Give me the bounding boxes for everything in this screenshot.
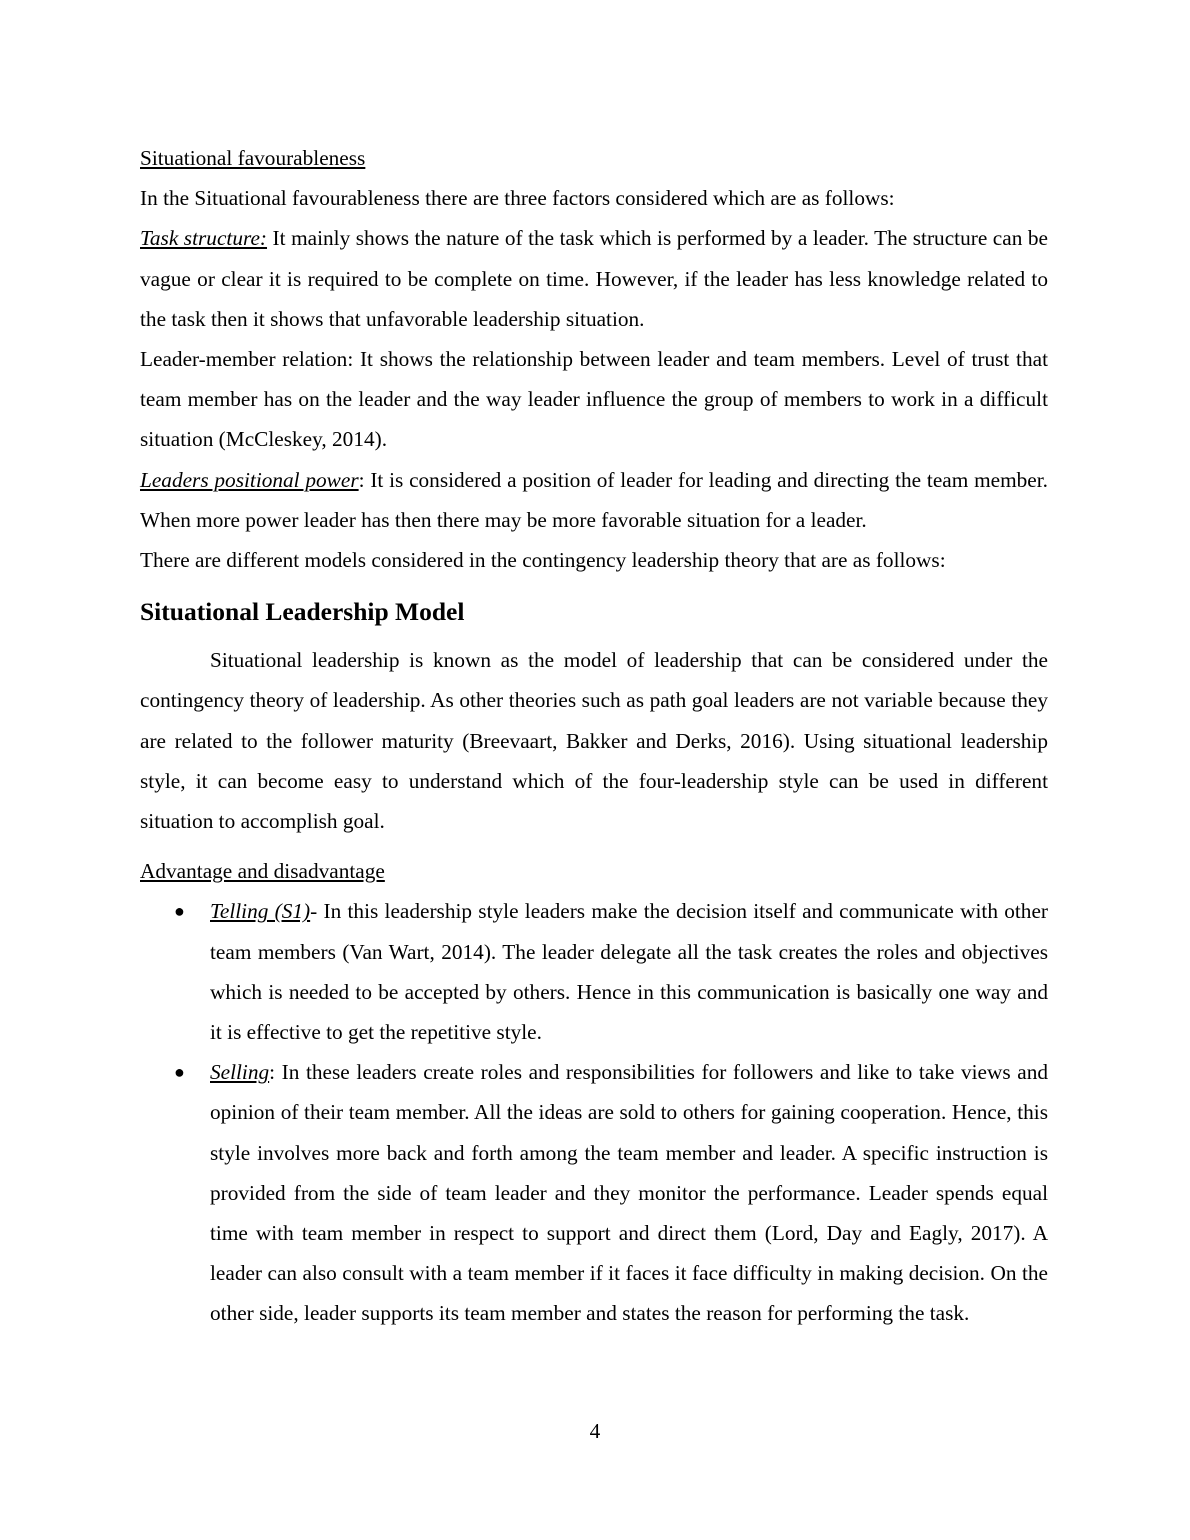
list-item (140, 1052, 1048, 1333)
positional-power-text: : It is considered a position of leader for leading and directing the team member. When more power leader has then there may be more favorable situation for a leader. (140, 467, 1048, 532)
list-item (140, 891, 1048, 1052)
task-structure-label: Task structure: (140, 226, 268, 251)
bullet-icon: ● (174, 1062, 185, 1083)
page-number: 4 (589, 1419, 601, 1443)
bullet-text: - In this leadership style leaders make the decision itself and communicate with other team members (Van Wart, 2014). The leader delegate all the task creates the roles and objectives which is needed to be accepted by others. Hence in this communication is basically one way and it is effective to get the repetitive style. (210, 899, 1048, 1045)
bullet-label: Selling (210, 1060, 270, 1085)
intro-paragraph: In the Situational favourableness there are three factors considered which are as follows: (140, 186, 895, 211)
advantage-subheading: Advantage and disadvantage (140, 859, 385, 884)
positional-power-label: Leaders positional power (140, 467, 359, 492)
task-structure-text: It mainly shows the nature of the task which is performed by a leader. The structure can be vague or clear it is required to be complete on time. However, if the leader has less knowledge related to the task then it shows that unfavorable leadership situation. (140, 226, 1048, 331)
bullet-icon: ● (174, 901, 185, 922)
leader-member-relation-paragraph: Leader-member relation: It shows the relationship between leader and team members. Level of trust that team member has on the leader and the way leader influence the group of members to work in a difficult situation (McCleskey, 2014). (140, 347, 1048, 452)
task-structure-paragraph (140, 218, 1048, 339)
situational-leadership-heading: Situational Leadership Model (140, 597, 465, 627)
bullet-list (140, 891, 1048, 1333)
positional-power-paragraph (140, 460, 1048, 540)
section-title-situational-favourableness: Situational favourableness (140, 146, 366, 170)
bullet-label: Telling (S1) (210, 899, 311, 924)
situational-leadership-body: Situational leadership is known as the model of leadership that can be considered under the contingency theory of leadership. As other theories such as path goal leaders are not variable because they are related to the follower maturity (Breevaart, Bakker and Derks, 2016). Using situational leadership style, it can become easy to understand which of the four-leadership style can be used in different situation to accomplish goal. (140, 648, 1048, 834)
models-paragraph: There are different models considered in the contingency leadership theory that are as follows: (140, 548, 946, 573)
bullet-text: : In these leaders create roles and responsibilities for followers and like to take views and opinion of their team member. All the ideas are sold to others for gaining cooperation. Hence, this style involves more back and forth among the team member and leader. A specific instruction is provided from the side of team leader and they monitor the performance. Leader spends equal time with team member in respect to support and direct them (Lord, Day and Eagly, 2017). A leader can also consult with a team member if it faces it face difficulty in making decision. On the other side, leader supports its team member and states the reason for performing the task. (210, 1060, 1048, 1326)
document-page (140, 138, 1048, 1334)
